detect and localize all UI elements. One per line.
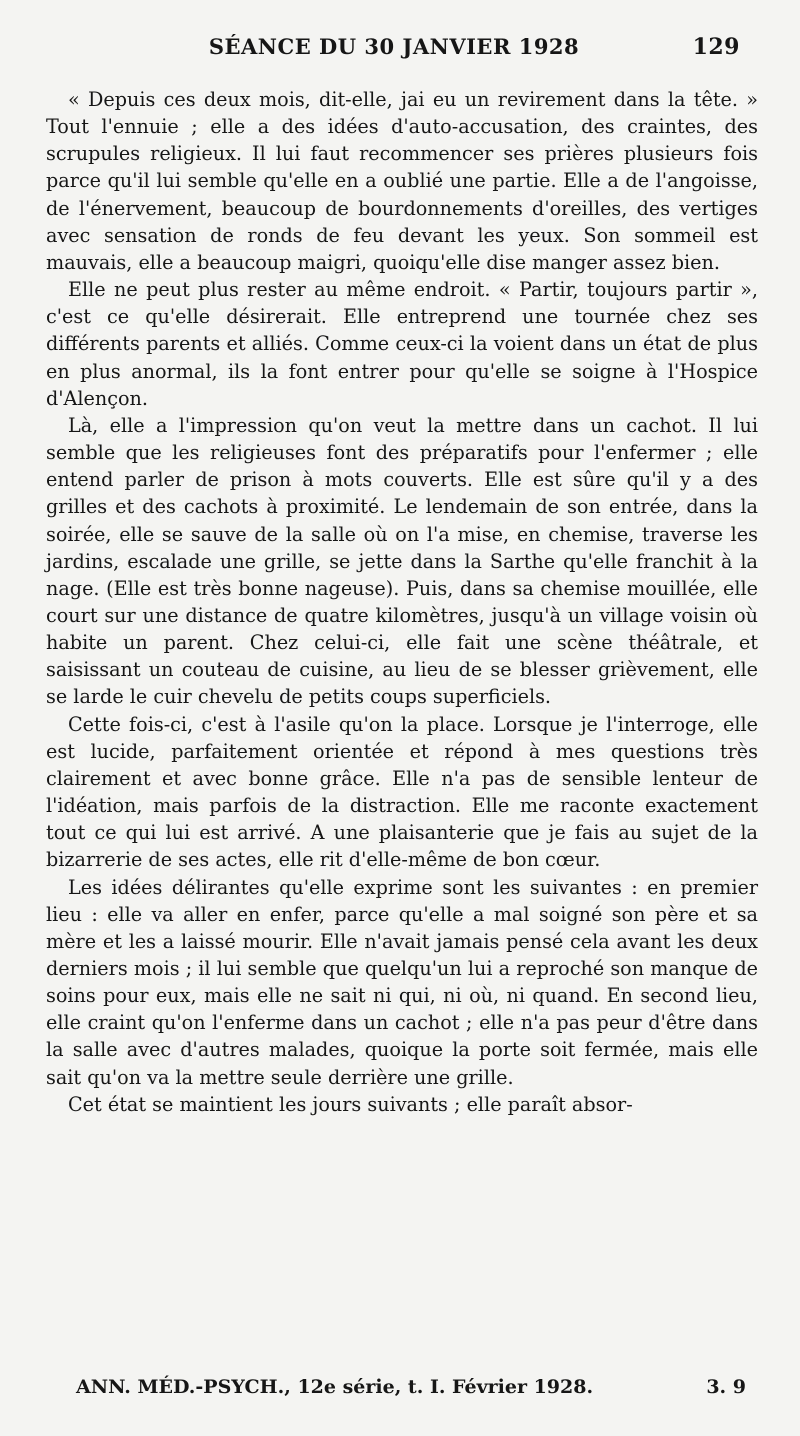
paragraph-5: Les idées délirantes qu'elle exprime sont les suivantes : en premier lieu : elle va aller en enfer, parce qu'elle a mal soigné son père et sa mère et les a laissé mourir. Elle n'avait jamais pensé cela avant les deux derniers mois ; il lui semble que quelqu'un lui a reproché son manque de soins pour eux, mais elle ne sait ni qui, ni où, ni quand. En second lieu, elle craint qu'on l'enferme dans un cachot ; elle n'a pas peur d'être dans la salle avec d'autres malades, quoique la porte soit fermée, mais elle sait qu'on va la mettre seule derrière une grille. — [46, 875, 758, 1089]
page-header — [48, 34, 740, 68]
page-number: 129 — [692, 34, 740, 60]
paragraph-4: Cette fois-ci, c'est à l'asile qu'on la place. Lorsque je l'interroge, elle est lucide, parfaitement orientée et répond à mes questions très clairement et avec bonne grâce. Elle n'a pas de sensible lenteur de l'idéation, mais parfois de la distraction. Elle me raconte exactement tout ce qui lui est arrivé. A une plaisanterie que je fais au sujet de la bizarrerie de ses actes, elle rit d'elle-même de bon cœur. — [46, 712, 758, 872]
paragraph-6: Cet état se maintient les jours suivants ; elle paraît absor- — [68, 1092, 633, 1116]
journal-citation: ANN. MÉD.-PSYCH., 12e série, t. I. Février 1928. — [76, 1376, 594, 1398]
paragraph-3: Là, elle a l'impression qu'on veut la mettre dans un cachot. Il lui semble que les religieuses font des préparatifs pour l'enfermer ; elle entend parler de prison à mots couverts. Elle est sûre qu'il y a des grilles et des cachots à proximité. Le lendemain de son entrée, dans la soirée, elle se sauve de la salle où on l'a mise, en chemise, traverse les jardins, escalade une grille, se jette dans la Sarthe qu'elle franchit à la nage. (Elle est très bonne nageuse). Puis, dans sa chemise mouillée, elle court sur une distance de quatre kilomètres, jusqu'à un village voisin où habite un parent. Chez celui-ci, elle fait une scène théâtrale, et saisissant un couteau de cuisine, au lieu de se blesser grièvement, elle se larde le cuir chevelu de petits coups superficiels. — [46, 413, 758, 709]
paragraph-2: Elle ne peut plus rester au même endroit. « Partir, toujours partir », c'est ce qu'elle désirerait. Elle entreprend une tournée chez ses différents parents et alliés. Comme ceux-ci la voient dans un état de plus en plus anormal, ils la font entrer pour qu'elle se soigne à l'Hospice d'Alençon. — [46, 278, 758, 410]
running-title: SÉANCE DU 30 JANVIER 1928 — [208, 34, 580, 59]
body-text — [46, 86, 758, 1118]
page-footer — [76, 1376, 746, 1406]
paragraph-1: « Depuis ces deux mois, dit-elle, jai eu un revirement dans la tête. » Tout l'ennuie ; elle a des idées d'auto-accusation, des craintes, des scrupules religieux. Il lui faut recommencer ses prières plusieurs fois parce qu'il lui semble qu'elle en a oublié une partie. Elle a de l'angoisse, de l'énervement, beaucoup de bourdonnements d'oreilles, des vertiges avec sensation de ronds de feu devant les yeux. Son sommeil est mauvais, elle a beaucoup maigri, quoiqu'elle dise manger assez bien. — [46, 88, 758, 274]
signature-mark: 3. 9 — [706, 1376, 746, 1398]
